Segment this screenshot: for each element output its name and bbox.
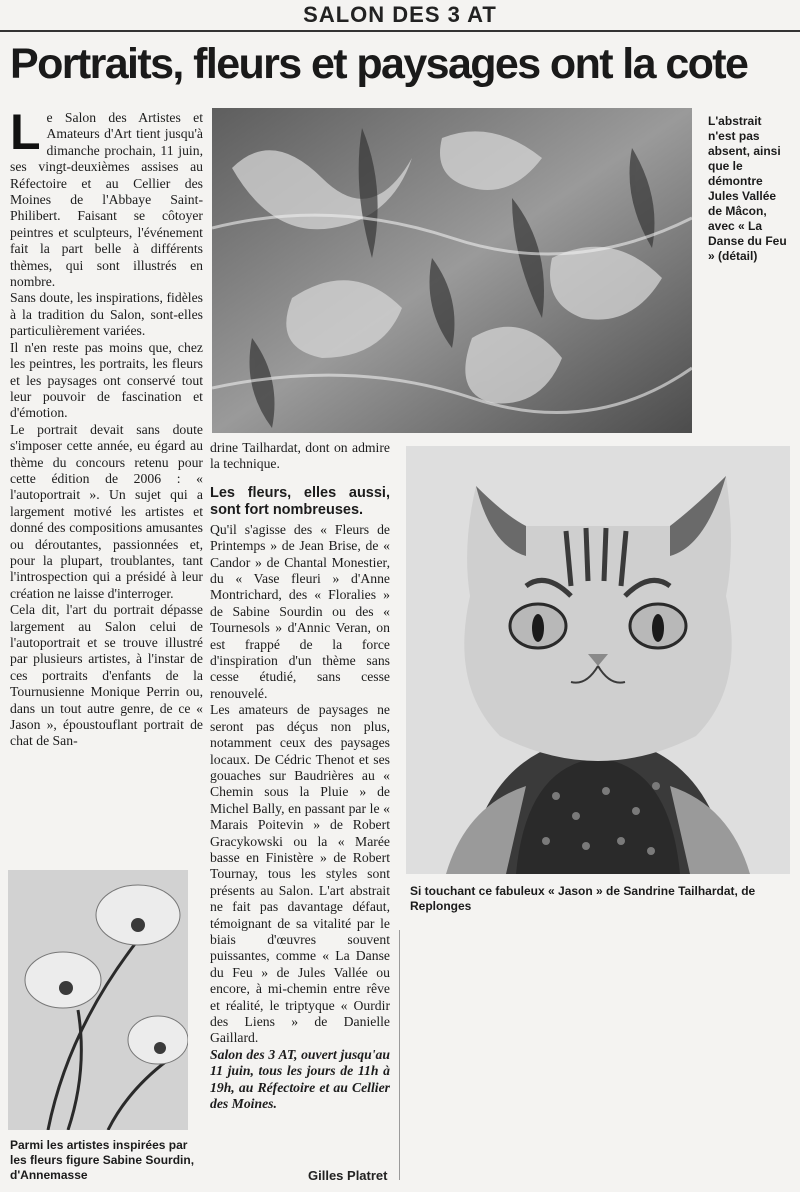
subhead: Les fleurs, elles aussi, sont fort nombreuses. xyxy=(210,484,390,518)
paragraph: Sans doute, les inspirations, fidèles à la tradition du Salon, sont-elles particulièrement variées. xyxy=(10,290,203,339)
byline: Gilles Platret xyxy=(308,1168,388,1183)
paragraph: e Salon des Artistes et Amateurs d'Art tient jusqu'à dimanche prochain, 11 juin, ses vingt-deuxièmes assises au Réfectoire et au Cellier des Moines de l'Abbaye Saint-Philibert. Faisant se côtoyer peintres et sculpteurs, l'événement fait la part belle à différents thèmes, qui sont illustrés en nombre. xyxy=(10,110,203,290)
flowers-caption: Parmi les artistes inspirées par les fleurs figure Sabine Sourdin, d'Annemasse xyxy=(10,1138,195,1182)
abstract-caption: L'abstrait n'est pas absent, ainsi que le démontre Jules Vallée de Mâcon, avec « La Danse du Feu » (détail) xyxy=(708,114,787,263)
middle-column xyxy=(210,440,390,1112)
cat-portrait-photo xyxy=(406,446,790,874)
cat-caption: Si touchant ce fabuleux « Jason » de Sandrine Tailhardat, de Replonges xyxy=(410,884,756,913)
left-column xyxy=(10,104,203,750)
abstract-painting-photo xyxy=(212,108,692,433)
paragraph: Il n'en reste pas moins que, chez les peintres, les portraits, les fleurs et les paysages ont conservé tout leur pouvoir de fascination et d'émotion. xyxy=(10,339,203,421)
column-divider xyxy=(399,930,400,1180)
paragraph: Cela dit, l'art du portrait dépasse largement au Salon celui de l'autoportrait et se trouve illustré par plusieurs artistes, à l'instar de ces portraits d'enfants de la Tournusienne Monique Perrin ou, dans un tout autre genre, de ce « Jason », époustouflant portrait de chat de San- xyxy=(10,602,203,749)
paragraph: Les amateurs de paysages ne seront pas déçus non plus, notamment ceux des paysages locaux. De Cédric Thenot et ses gouaches sur Baudrières au « Chemin sous la Pluie » de Michel Bally, en passant par le « Marais Poitevin » de Robert Gracykowski ou la « Marée basse en Finistère » de Robert Tournay, tous les styles sont présents au Salon. L'art abstrait ne fait pas davantage défaut, témoignant de sa vitalité par le biais d'œuvres souvent puissantes, comme « La Danse du Feu » de Jules Vallée ou encore, à mi-chemin entre rêve et réalité, le triptyque « Ourdir des Liens » de Danielle Gaillard. xyxy=(210,702,390,1046)
continuation-text: drine Tailhardat, dont on admire la technique. xyxy=(210,440,390,472)
flowers-photo xyxy=(8,870,188,1130)
info-text: Salon des 3 AT, ouvert jusqu'au 11 juin, tous les jours de 11h à 19h, au Réfectoire et au Cellier des Moines. xyxy=(210,1046,390,1112)
paragraph: Le portrait devait sans doute s'imposer cette année, eu égard au thème du concours retenu pour cette édition de 2006 : « l'autoportrait ». Un sujet qui a largement motivé les artistes et donné des compositions amusantes ou déroutantes, passionnées et, pour la plupart, troublantes, tant l'introspection qui a présidé à leur création ne laisse d'interroger. xyxy=(10,421,203,601)
paragraph: Qu'il s'agisse des « Fleurs de Printemps » de Jean Brise, de « Candor » de Chantal Monestier, du « Vase fleuri » d'Anne Montrichard, des « Floralies » de Sabine Sourdin ou des « Tournesols » d'Annic Veran, on est frappé de la force d'inspiration d'un thème sans cesse étudié, sans cesse renouvelé. xyxy=(210,521,390,701)
rubric-title: SALON DES 3 AT xyxy=(0,2,800,32)
headline: Portraits, fleurs et paysages ont la cote xyxy=(10,40,748,88)
dropcap: L xyxy=(10,104,41,160)
